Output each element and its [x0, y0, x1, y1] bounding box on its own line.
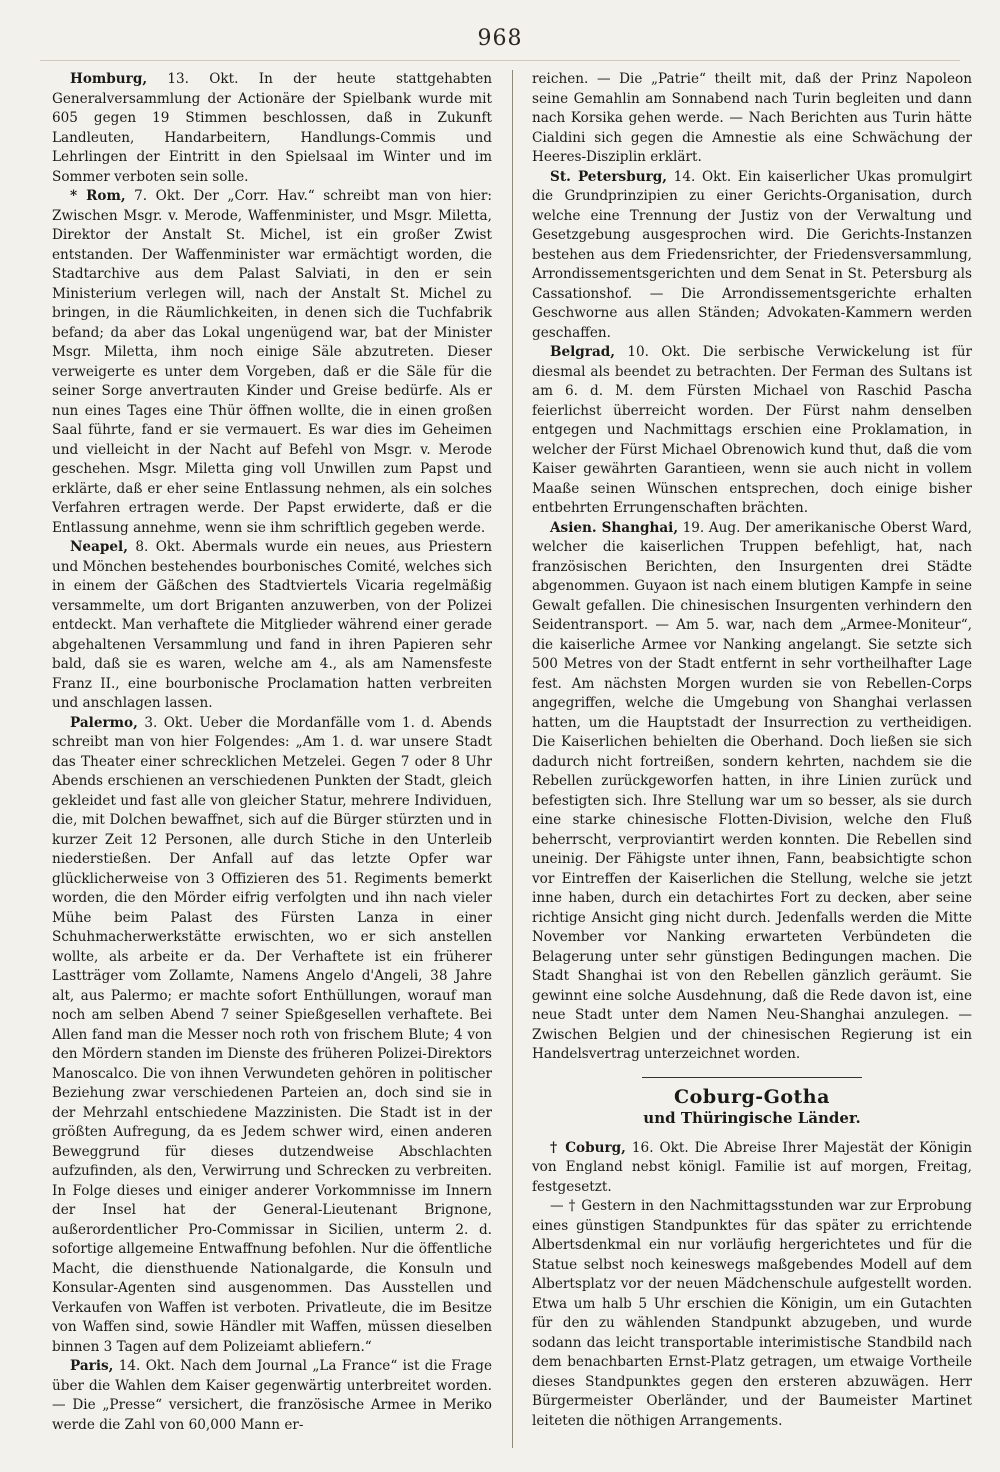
article-belgrad [532, 343, 972, 519]
article-text: 16. Okt. Die Abreise Ihrer Majestät der Königin von England nebst königl. Familie ist auf morgen, Freitag, festgesetzt. [532, 1139, 973, 1195]
article-place: Neapel, [70, 539, 128, 555]
article-text: 19. Aug. Der amerikanische Oberst Ward, welcher die kaiserlichen Truppen befehligt, hat, nach französischen Berichten, den Insurgenten drei Städte abgenommen. Guyaon ist nach einem blutigen Kampfe in seine Gewalt gefallen. Die chinesischen Insurgenten verhindern den Seidentransport. — Am 5. war, nach dem „Armee-Moniteur“, die kaiserliche Armee vor Nanking angelangt. Sie setzte sich 500 Metres von der Stadt entfernt in sehr vortheilhafter Lage fest. Am nächsten Morgen wurden sie von Rebellen-Corps angegriffen, welche die Umgebung von Shanghai verlassen hatten, um die Hauptstadt der Insurrection zu vertheidigen. Die Kaiserlichen behielten die Oberhand. Doch ließen sie sich dadurch nicht fortreißen, sondern kehrten, nachdem sie die Rebellen zurückgeworfen hatten, in ihre Linien zurück und befestigten sich. Ihre Stellung war um so besser, als sie durch eine starke chinesische Flotten-Division, welche den Fluß beherrscht, verproviantirt werden konnten. Die Rebellen sind uneinig. Der Fähigste unter ihnen, Fann, beabsichtigte schon vor Eintreffen der Kaiserlichen die Stellung, welche sie jetzt inne haben, durch ein detachirtes Fort zu decken, aber seine richtige Ansicht ging nicht durch. Jedenfalls werden die Mitte November vor Nanking erwarteten Verbündeten die Belagerung unter sehr günstigen Bedingungen machen. Die Stadt Shanghai ist von den Rebellen gänzlich geräumt. Sie gewinnt eine solche Ausdehnung, daß die Rede davon ist, eine neue Stadt unter dem Namen Neu-Shanghai anzulegen. — Zwischen Belgien und der chinesischen Regierung ist ein Handelsvertrag unterzeichnet worden. [532, 519, 972, 1062]
article-place: Homburg, [70, 71, 148, 87]
article-text: 8. Okt. Abermals wurde ein neues, aus Priestern und Mönchen bestehendes bourbonisches Comité, welches sich in einem der Gäßchen des Stadtviertels Vicaria regelmäßig versammelte, um dort Briganten anzuwerben, von der Polizei entdeckt. Man verhaftete die Mitglieder während einer gerade abgehaltenen Versammlung und fand in ihren Papieren sehr bald, daß sie es waren, welche am 4., als am Namensfeste Franz II., eine bourbonische Proclamation hatten verbreiten und anschlagen lassen. [52, 539, 492, 711]
article-text: 13. Okt. In der heute stattgehabten Generalversammlung der Actionäre der Spielbank wurde mit 605 gegen 19 Stimmen beschlossen, daß in Zukunft Landleuten, Handarbeitern, Handlungs-Commis und Lehrlingen der Eintritt in den Spielsaal im Winter und im Sommer verboten sein solle. [52, 71, 492, 185]
section-title: Coburg-Gotha [674, 1085, 830, 1108]
article-text: 7. Okt. Der „Corr. Hav.“ schreibt man von hier: Zwischen Msgr. v. Merode, Waffenminister, und Msgr. Miletta, Direktor der Anstalt St. Michel, ist ein großer Zwist entstanden. Der Waffenminister war ermächtigt worden, die Stadtarchive aus dem Palast Salviati, in den er sein Ministerium verlegen will, nach der Anstalt St. Michel zu bringen, in die Räumlichkeiten, in denen sich die Tuchfabrik befand; da aber das Lokal ungenügend war, bat der Minister Msgr. Miletta, ihm noch einige Säle abzutreten. Dieser verweigerte es unter dem Vorgeben, daß er die Säle für die seiner Sorge anvertrauten Kinder und Greise bedürfe. Als er nun eines Tages eine Thür öffnen wollte, die in einen großen Saal führte, fand er sie vermauert. Es war dies im Geheimen und vielleicht in der Nacht auf Befehl von Msgr. v. Merode geschehen. Msgr. Miletta ging voll Unwillen zum Papst und erklärte, daß er eher seine Entlassung nehmen, als ein solches Verfahren ertragen werde. Der Papst erwiderte, daß er die Entlassung annehme, wenn sie ihm schriftlich gegeben werde. [52, 188, 492, 536]
article-text: 14. Okt. Ein kaiserlicher Ukas promulgirt die Grundprinzipien zu einer Gerichts-Organisation, durch welche eine Trennung der Justiz von der Verwaltung und Gesetzgebung ausgesprochen wird. Die Gerichts-Instanzen bestehen aus dem Friedensrichter, der Friedensversammlung, Arrondissementsgerichten und dem Senat in St. Petersburg als Cassationshof. — Die Arrondissementsgerichte erhalten Geschworne aus allen Ständen; Advokaten-Kammern werden geschaffen. [532, 168, 972, 341]
article-place: Palermo, [70, 714, 138, 731]
article-paris-continued [532, 70, 972, 168]
article-text: — † Gestern in den Nachmittagsstunden war zur Erprobung eines günstigen Standpunktes für das später zu errichtende Albertsdenkmal ein nur vorläufig hergerichtetes und für die Statue selbst noch keineswegs maßgebendes Modell auf dem Albertsplatz vor der neuen Mädchenschule aufgestellt worden. Etwa um halb 5 Uhr erschien die Königin, um ein Gutachten für den zu wählenden Standpunkt abzugeben, und wurde sodann das leicht transportable interimistische Standbild nach dem benachbarten Ernst-Platz getragen, um etwaige Vortheile dieses Standpunktes gegen den ersteren abzuwägen. Herr Bürgermeister Oberländer, und der Baumeister Martinet leiteten die nöthigen Arrangements. [532, 1198, 972, 1429]
article-place: Paris, [70, 1358, 114, 1374]
left-column [52, 70, 492, 1448]
article-paris [52, 1357, 492, 1435]
article-homburg [52, 70, 492, 187]
article-place: † Coburg, [550, 1139, 626, 1156]
article-palermo [52, 714, 492, 1358]
article-rom [52, 187, 492, 538]
page-header [40, 20, 960, 61]
article-place: * Rom, [70, 188, 126, 204]
article-shanghai [532, 519, 972, 1065]
article-text: reichen. — Die „Patrie“ theilt mit, daß der Prinz Napoleon seine Gemahlin am Sonnabend nach Turin begleiten und dann nach Korsika gehen werde. — Nach Berichten aus Turin hätte Cialdini sich gegen die Amnestie als eine Schwächung der Heeres-Disziplin erklärt. [532, 71, 972, 165]
page-number: 968 [477, 26, 523, 51]
article-albertsdenkmal [532, 1197, 972, 1431]
article-place: Asien. Shanghai, [550, 519, 679, 536]
article-place: Belgrad, [550, 344, 616, 360]
article-text: 3. Okt. Ueber die Mordanfälle vom 1. d. Abends schreibt man von hier Folgendes: „Am 1. d. war unsere Stadt das Theater einer schrecklichen Metzelei. Gegen 7 oder 8 Uhr Abends erschienen an verschiedenen Punkten der Stadt, gleich gekleidet und fast alle von gleicher Statur, mehrere Individuen, die, mit Dolchen bewaffnet, sich auf die Bürger stürzten und in kurzer Zeit 12 Personen, alle durch Stiche in den Unterleib niederstießen. Der Anfall auf das letzte Opfer war glücklicherweise von 3 Offizieren des 51. Regiments bemerkt worden, die den Mörder eifrig verfolgten und ihn nach vieler Mühe beim Palast des Fürsten Lanza in einer Schuhmacherwerkstätte erwischten, wo er sich anstellen wollte, als arbeite er da. Der Verhaftete ist ein früherer Lastträger vom Zollamte, Namens Angelo d'Angeli, 38 Jahre alt, aus Palermo; er machte sofort Enthüllungen, worauf man noch am selben Abend 7 seiner Spießgesellen verhaftete. Bei Allen fand man die Messer noch roth von frischem Blute; 4 von den Mördern standen im Dienste des früheren Polizei-Direktors Manoscalco. Die von ihnen Verwundeten gehören in politischer Beziehung zwar verschiedenen Parteien an, doch sind sie in der Mehrzahl entschiedene Mazzinisten. Die Stadt ist in der größten Aufregung, da es Jedem schwer wird, einen anderen Beweggrund für dieses dutzendweise Abschlachten aufzufinden, als den, Verwirrung und Schrecken zu verbreiten. In Folge dieses und einiger anderer Vorkommnisse im Innern der Insel hat der General-Lieutenant Brignone, außerordentlicher Pro-Commissar in Sicilien, unterm 2. d. sofortige allgemeine Entwaffnung befohlen. Nur die öffentliche Macht, die diensthuende Nationalgarde, die Konsuln und Konsular-Agenten sind ausgenommen. Das Ausstellen und Verkaufen von Waffen ist verboten. Privatleute, die im Besitze von Waffen sind, sowie Händler mit Waffen, müssen dieselben binnen 3 Tagen auf dem Polizeiamt abliefern.“ [52, 714, 492, 1355]
article-text: 10. Okt. Die serbische Verwickelung ist für diesmal als beendet zu betrachten. Der Ferman des Sultans ist am 6. d. M. dem Fürsten Michael von Raschid Pascha feierlichst überreicht worden. Der Fürst nahm denselben entgegen und Nachmittags erschien eine Proklamation, in welcher der Fürst Michael Obrenowich kund thut, daß die vom Kaiser gewährten Garantieen, wenn sie auch nicht in vollem Maaße seinen Wünschen entsprechen, doch einige bisher entbehrten Errungenschaften brächten. [532, 344, 972, 516]
section-subtitle: und Thüringische Länder. [643, 1109, 861, 1127]
right-column [532, 70, 972, 1448]
article-place: St. Petersburg, [550, 168, 667, 185]
article-coburg [532, 1139, 972, 1198]
section-divider [642, 1077, 862, 1078]
article-text: 14. Okt. Nach dem Journal „La France“ ist die Frage über die Wahlen dem Kaiser gegenwärtig unterbreitet worden. — Die „Presse“ versichert, die französische Armee in Meriko werde die Zahl von 60,000 Mann er- [52, 1358, 492, 1433]
column-divider [512, 70, 513, 1448]
article-neapel [52, 538, 492, 714]
article-st-petersburg [532, 168, 972, 344]
